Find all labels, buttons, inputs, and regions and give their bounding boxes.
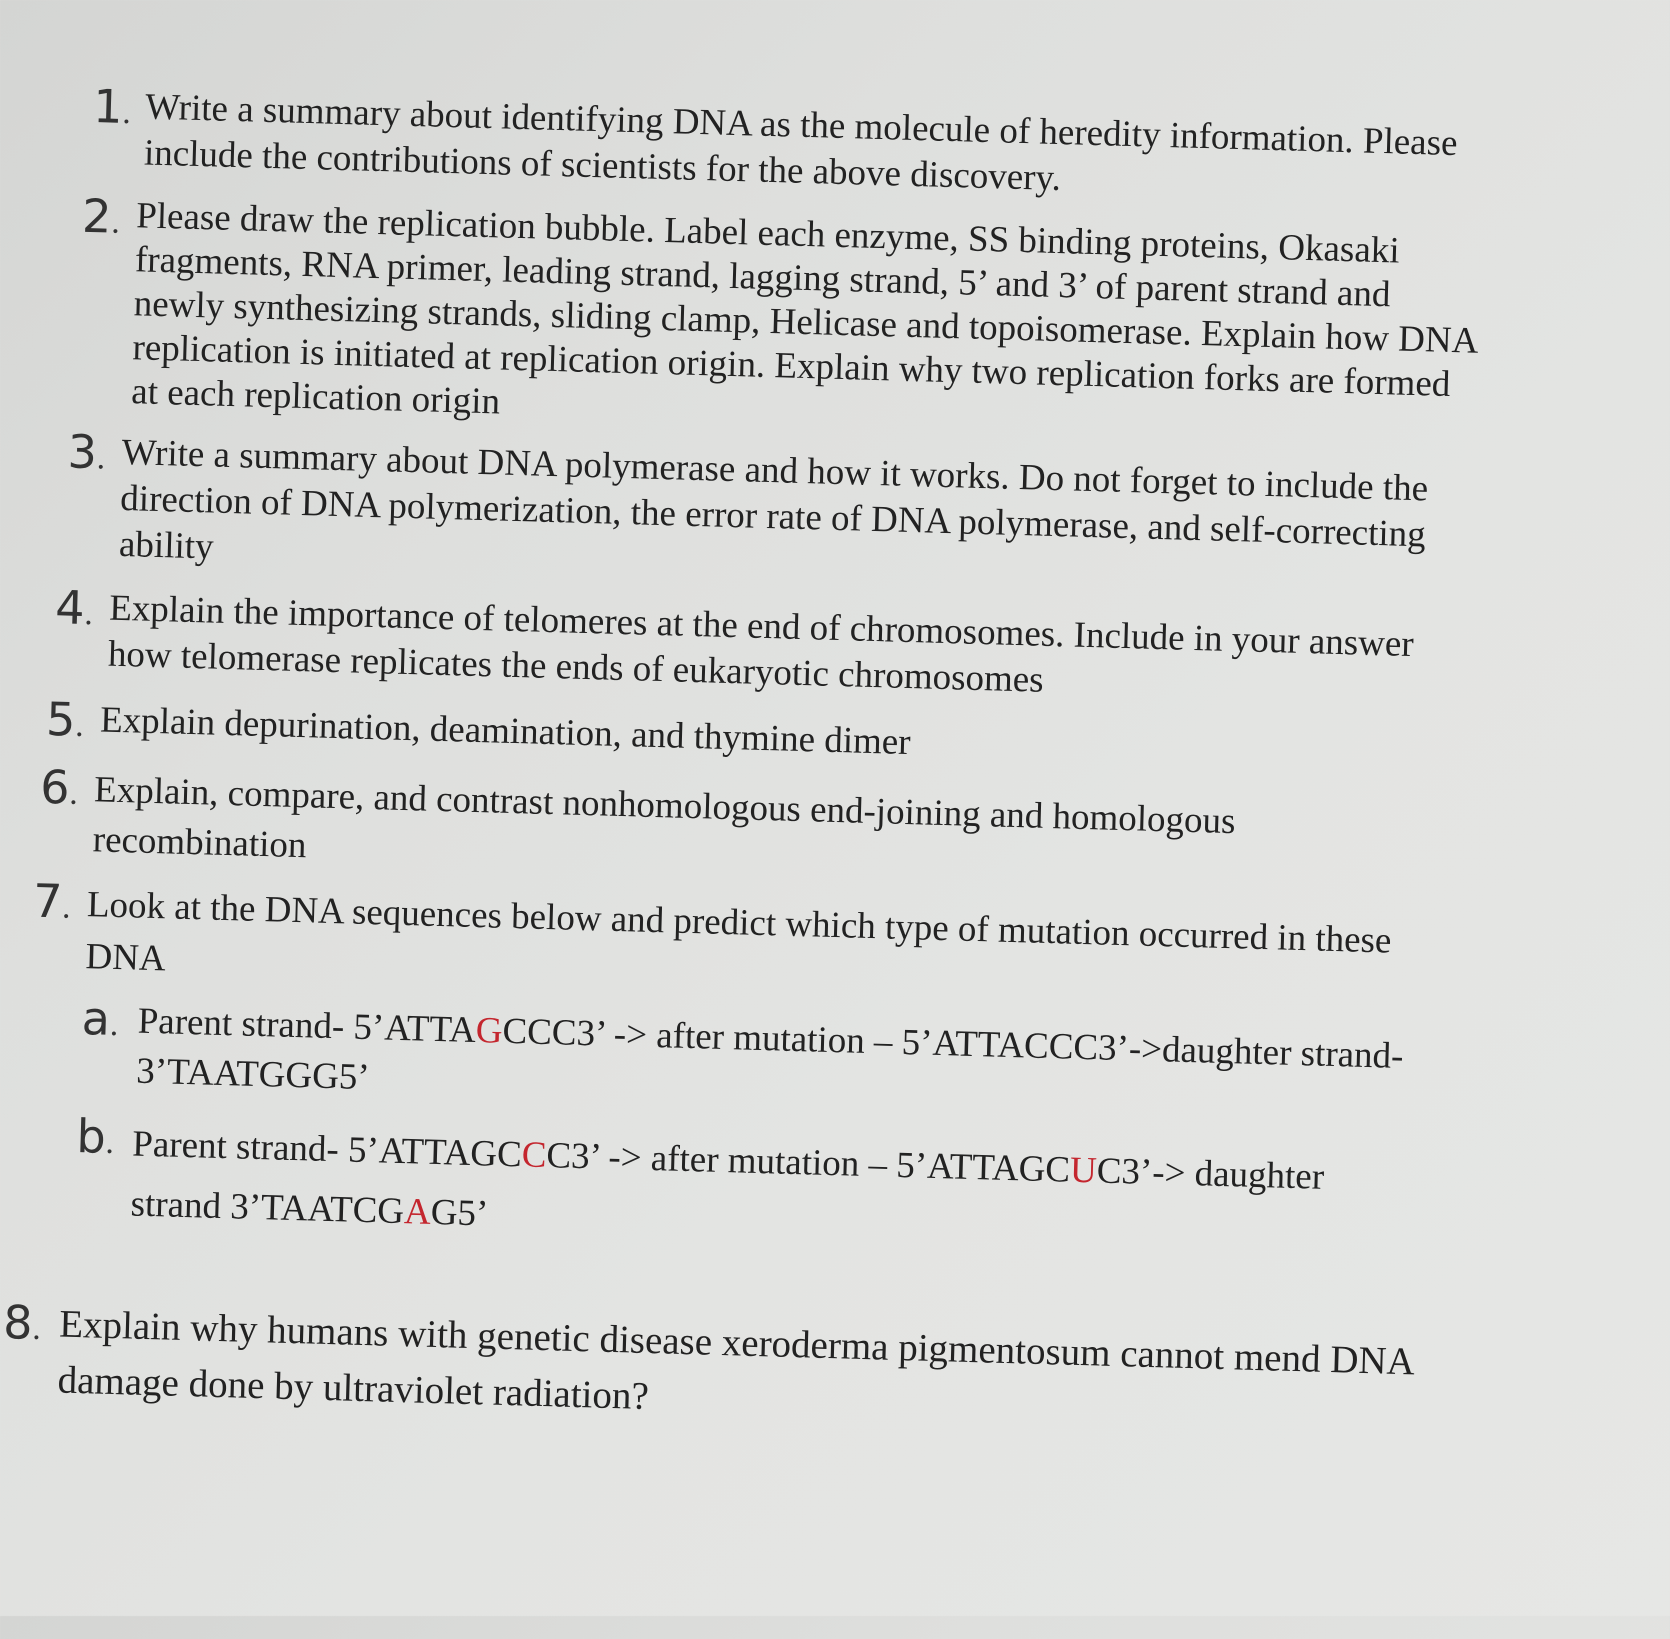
question-7a-letter: a. bbox=[81, 991, 119, 1046]
question-7-number: 7. bbox=[32, 873, 72, 929]
question-8-text: Explain why humans with genetic disease xeroderma pigmentosum cannot mend DNA damage done by ultraviolet radiation? bbox=[57, 1302, 1414, 1419]
question-3 bbox=[64, 424, 1487, 606]
question-6-text: Explain, compare, and contrast nonhomologous end-joining and homologous recombination bbox=[92, 769, 1237, 867]
question-3-number: 3. bbox=[66, 424, 106, 480]
question-8 bbox=[1, 1295, 1444, 1447]
question-7b-parent-start: Parent strand- 5’ATTAGC bbox=[131, 1123, 523, 1176]
question-5-number: 5. bbox=[45, 691, 85, 747]
question-5-text: Explain depurination, deamination, and thymine dimer bbox=[99, 699, 912, 764]
question-7-text: Look at the DNA sequences below and predict which type of mutation occurred in these DNA bbox=[84, 884, 1392, 980]
question-6-number: 6. bbox=[39, 759, 79, 815]
question-4 bbox=[53, 580, 1485, 716]
question-3-text: Write a summary about DNA polymerase and how it works. Do not forget to include the direction of DNA polymerization, the error rate of DNA polymerase, and self-correcting ability bbox=[118, 431, 1429, 568]
question-1-number: 1. bbox=[92, 79, 132, 134]
question-4-text: Explain the importance of telomeres at the end of chromosomes. Include in your answer how telomerase replicates the ends of eukaryotic chromosomes bbox=[107, 587, 1415, 701]
question-7b-highlight-base-3: A bbox=[403, 1191, 432, 1233]
question-8-number: 8. bbox=[2, 1294, 42, 1350]
question-4-number: 4. bbox=[54, 580, 94, 635]
question-7b-highlight-base-2: U bbox=[1069, 1149, 1098, 1192]
question-1-text: Write a summary about identifying DNA as the molecule of heredity information. Please include the contributions of scientists for the above discovery. bbox=[143, 86, 1459, 200]
question-7a-text bbox=[136, 997, 1482, 1134]
question-7b-mutation-text: C3’ -> after mutation – 5’ATTAGC bbox=[545, 1135, 1071, 1191]
question-7b-text bbox=[130, 1115, 1477, 1272]
question-7b-daughter-end: G5’ bbox=[430, 1191, 489, 1235]
question-6 bbox=[38, 759, 1270, 898]
question-7a-mutation-text: CCC3’ -> after mutation – 5’ATTACCC3’->daughter strand- bbox=[501, 1010, 1405, 1077]
question-7b-daughter-label: C3’-> daughter bbox=[1096, 1150, 1325, 1198]
question-2-number: 2. bbox=[81, 188, 121, 244]
question-7b-letter: b. bbox=[75, 1108, 115, 1164]
question-7a-highlight-base: G bbox=[475, 1010, 504, 1052]
question-7b bbox=[74, 1108, 1477, 1272]
question-7b-daughter-strand: strand 3’TAATCG bbox=[130, 1183, 405, 1233]
question-7b-highlight-base-1: C bbox=[521, 1134, 548, 1177]
question-1 bbox=[91, 79, 1493, 214]
question-2 bbox=[77, 188, 1483, 452]
question-2-text: Please draw the replication bubble. Label each enzyme, SS binding proteins, Okasaki fragments, RNA primer, leading strand, lagging strand, 5’ and 3’ of parent strand and newly synthesizing strands, sliding clamp, Helicase and topoisomerase. Explain how DNA replication is initiated at replication origin. Explain why two replication forks are formed at each replication origin bbox=[130, 195, 1477, 423]
question-7a-parent-start: Parent strand- 5’ATTA bbox=[137, 1000, 477, 1052]
question-7a-daughter-strand: 3’TAATGGG5’ bbox=[135, 1050, 371, 1099]
